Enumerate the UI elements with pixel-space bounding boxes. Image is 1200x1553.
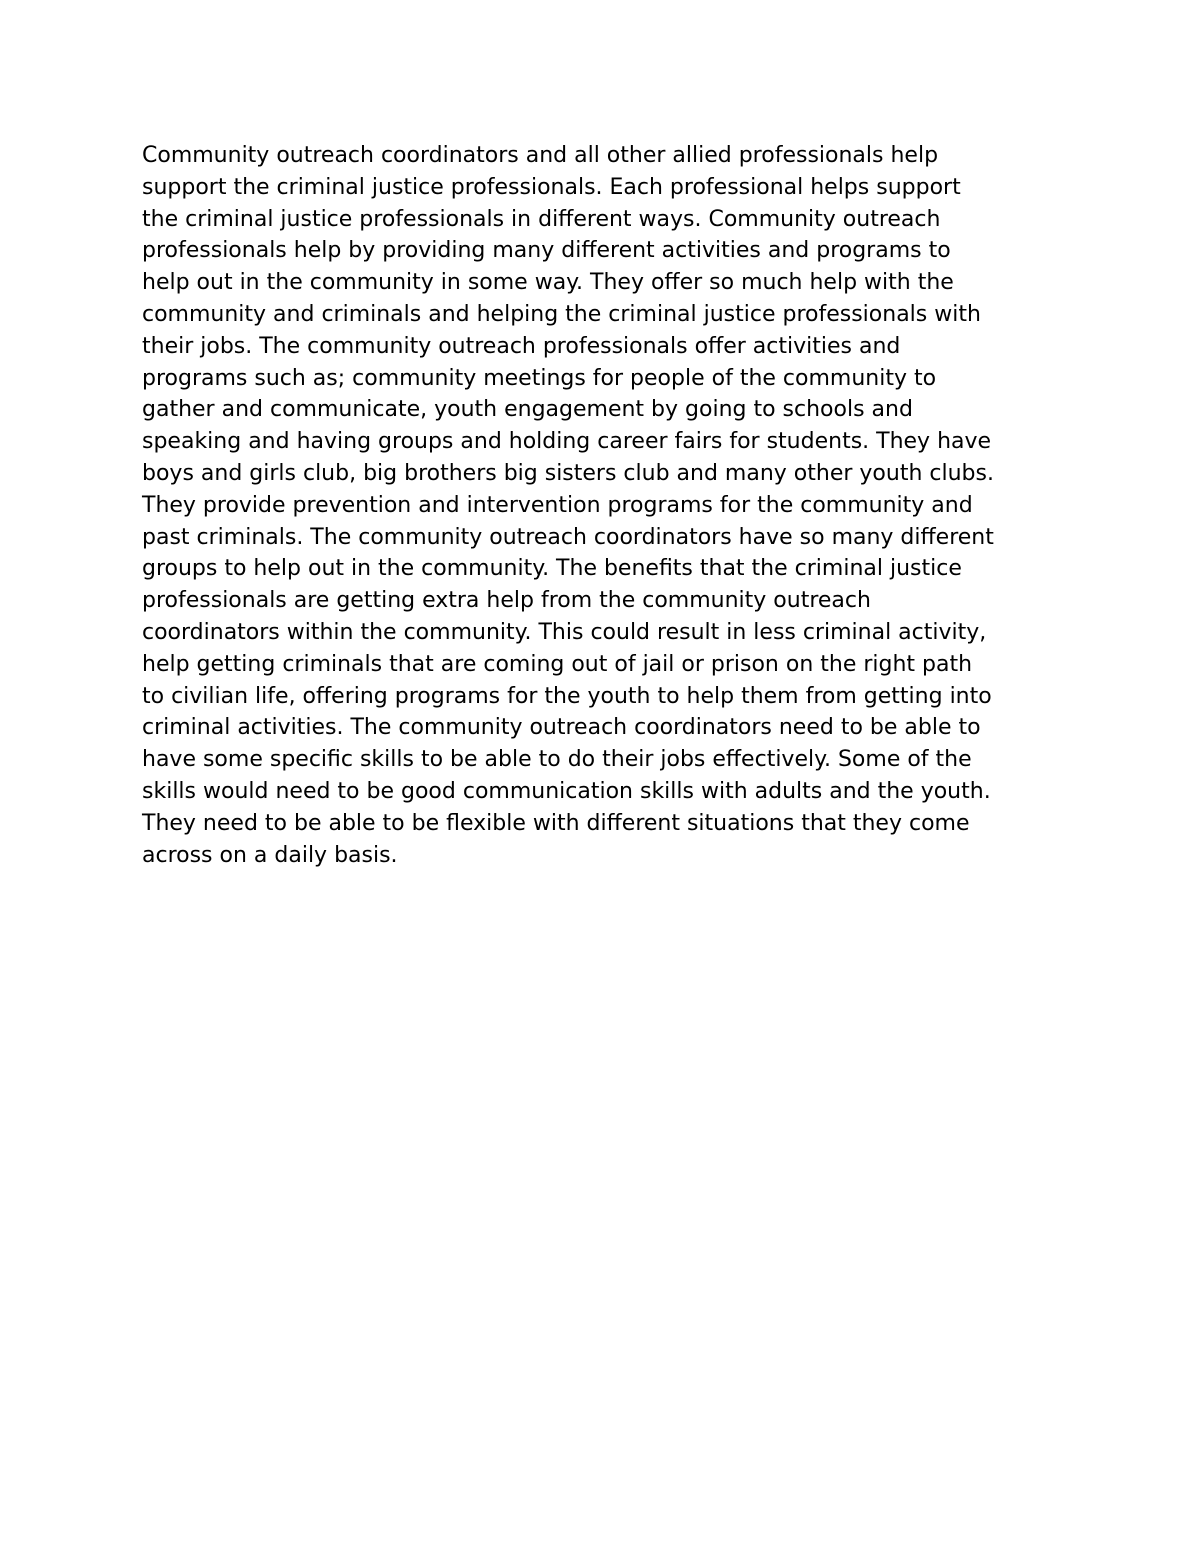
- paragraph-line-12: They provide prevention and intervention programs for the community and: [142, 492, 973, 518]
- paragraph-line-20: have some specific skills to be able to do their jobs effectively. Some of the: [142, 747, 972, 773]
- paragraph-line-1: Community outreach coordinators and all other allied professionals help: [142, 143, 939, 168]
- paragraph-line-5: help out in the community in some way. They offer so much help with the: [142, 270, 954, 296]
- paragraph-line-11: boys and girls club, big brothers big sisters club and many other youth clubs.: [142, 460, 994, 486]
- paragraph-line-6: community and criminals and helping the criminal justice professionals with: [142, 301, 981, 327]
- paragraph-line-18: to civilian life, offering programs for the youth to help them from getting into: [142, 683, 992, 709]
- paragraph-line-21: skills would need to be good communication skills with adults and the youth.: [142, 778, 991, 804]
- body-paragraph: [142, 140, 1102, 871]
- paragraph-line-7: their jobs. The community outreach professionals offer activities and: [142, 333, 901, 359]
- paragraph-line-10: speaking and having groups and holding career fairs for students. They have: [142, 429, 992, 455]
- paragraph-line-2: support the criminal justice professionals. Each professional helps support: [142, 174, 961, 200]
- paragraph-line-22: They need to be able to be flexible with different situations that they come: [142, 810, 970, 836]
- paragraph-line-14: groups to help out in the community. The benefits that the criminal justice: [142, 556, 962, 582]
- paragraph-line-15: professionals are getting extra help from the community outreach: [142, 588, 871, 614]
- paragraph-line-16: coordinators within the community. This could result in less criminal activity,: [142, 619, 987, 645]
- paragraph-line-4: professionals help by providing many different activities and programs to: [142, 238, 951, 264]
- paragraph-line-19: criminal activities. The community outreach coordinators need to be able to: [142, 715, 981, 741]
- paragraph-line-23: across on a daily basis.: [142, 842, 398, 868]
- paragraph-line-17: help getting criminals that are coming out of jail or prison on the right path: [142, 651, 973, 677]
- paragraph-line-13: past criminals. The community outreach coordinators have so many different: [142, 524, 994, 550]
- paragraph-line-8: programs such as; community meetings for people of the community to: [142, 365, 937, 391]
- paragraph-line-3: the criminal justice professionals in different ways. Community outreach: [142, 206, 941, 232]
- paragraph-line-9: gather and communicate, youth engagement by going to schools and: [142, 397, 913, 423]
